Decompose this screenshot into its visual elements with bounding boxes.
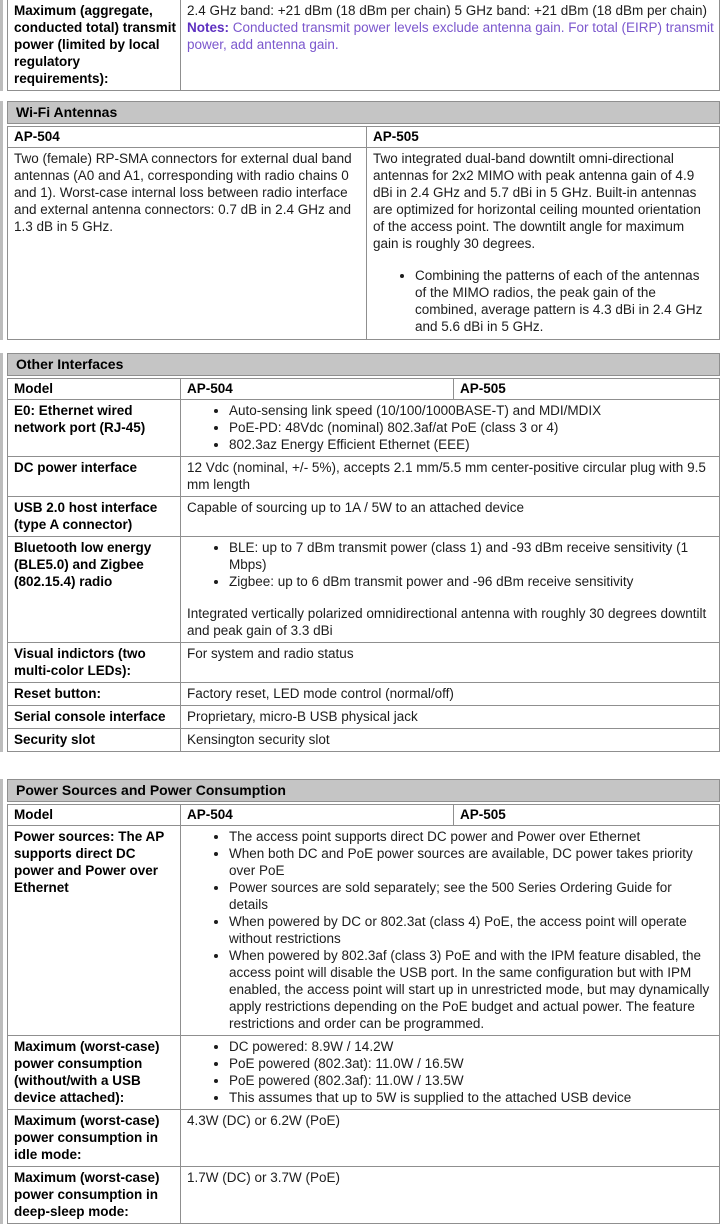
- row-value: [181, 497, 719, 536]
- wifi-antennas-section: [7, 101, 720, 340]
- transmit-power-table: [7, 0, 720, 91]
- row-label: Visual indictors (two multi-color LEDs):: [8, 643, 181, 682]
- table-row-ethernet: [8, 399, 719, 456]
- row-label: Maximum (aggregate, conducted total) transmit power (limited by local regulatory requirements):: [8, 0, 181, 90]
- row-text: For system and radio status: [187, 646, 354, 661]
- table-row-reset-button: [8, 682, 719, 705]
- row-label: Power sources: The AP supports direct DC power and Power over Ethernet: [8, 826, 181, 1035]
- col-header-ap505: AP-505: [373, 129, 419, 144]
- bullet-item: • Power sources are sold separately; see the 500 Series Ordering Guide for details: [229, 879, 714, 913]
- section-title: Other Interfaces: [7, 353, 720, 376]
- section-title: Wi-Fi Antennas: [7, 101, 720, 124]
- bullet-item: • PoE powered (802.3af): 11.0W / 13.5W: [229, 1072, 714, 1089]
- antennas-content-row: [8, 148, 719, 339]
- bullet-item: • The access point supports direct DC power and Power over Ethernet: [229, 828, 714, 845]
- bullet-item: • Zigbee: up to 6 dBm transmit power and -96 dBm receive sensitivity: [229, 573, 714, 590]
- section-title: Power Sources and Power Consumption: [7, 779, 720, 802]
- power-section: [7, 779, 720, 1224]
- table-row-idle-power: [8, 1109, 719, 1166]
- table-row: [8, 0, 719, 90]
- row-value: [181, 400, 719, 456]
- bullet-item: • DC powered: 8.9W / 14.2W: [229, 1038, 714, 1055]
- row-value: [181, 683, 719, 705]
- row-text: 4.3W (DC) or 6.2W (PoE): [187, 1113, 341, 1128]
- bullet-item: • This assumes that up to 5W is supplied to the attached USB device: [229, 1089, 714, 1106]
- table-row-dc-power: [8, 456, 719, 496]
- row-value: [181, 643, 719, 682]
- bullet-item: • Combining the patterns of each of the antennas of the MIMO radios, the peak gain of the combined, average pattern is 4.3 dBi in 2.4 GHz and 5.6 dBi in 5 GHz.: [415, 267, 713, 335]
- model-header-row: [8, 379, 719, 399]
- col-header-ap504: AP-504: [181, 805, 454, 825]
- table-row-serial-console: [8, 705, 719, 728]
- col-header-ap504: AP-504: [8, 127, 367, 147]
- ap504-antenna-text: Two (female) RP-SMA connectors for external dual band antennas (A0 and A1, corresponding with radio chains 0 and 1). Worst-case internal loss between radio interface and external antenna connectors: 0.7 dB in 2.4 GHz and 1.3 dB in 5 GHz.: [14, 151, 352, 234]
- other-interfaces-grid: [7, 378, 720, 752]
- row-value: [181, 1036, 719, 1109]
- bullet-item: • PoE-PD: 48Vdc (nominal) 802.3af/at PoE (class 3 or 4): [229, 419, 714, 436]
- other-interfaces-section: [7, 353, 720, 752]
- row-value: [181, 1167, 719, 1223]
- bullet-item: • When both DC and PoE power sources are available, DC power takes priority over PoE: [229, 845, 714, 879]
- bullet-list: [187, 828, 714, 1032]
- row-label: Security slot: [8, 729, 181, 751]
- notes-label: Notes:: [187, 20, 230, 35]
- model-header-row: [8, 805, 719, 825]
- wifi-antennas-grid: [7, 126, 720, 340]
- table-row-power-sources: [8, 825, 719, 1035]
- row-label: Bluetooth low energy (BLE5.0) and Zigbee (802.15.4) radio: [8, 537, 181, 642]
- transmit-power-value: 2.4 GHz band: +21 dBm (18 dBm per chain) 5 GHz band: +21 dBm (18 dBm per chain): [187, 3, 708, 18]
- row-text: Factory reset, LED mode control (normal/off): [187, 686, 454, 701]
- row-text: Kensington security slot: [187, 732, 330, 747]
- table-row-bluetooth-zigbee: [8, 536, 719, 642]
- row-value: [181, 826, 719, 1035]
- row-value: [181, 0, 719, 90]
- row-value: [181, 457, 719, 496]
- row-label: E0: Ethernet wired network port (RJ-45): [8, 400, 181, 456]
- row-label: Reset button:: [8, 683, 181, 705]
- row-label: Maximum (worst-case) power consumption (without/with a USB device attached):: [8, 1036, 181, 1109]
- table-row-visual-indicators: [8, 642, 719, 682]
- row-label: Serial console interface: [8, 706, 181, 728]
- row-label: Maximum (worst-case) power consumption in idle mode:: [8, 1110, 181, 1166]
- power-grid: [7, 804, 720, 1224]
- bullet-item: • 802.3az Energy Efficient Ethernet (EEE): [229, 436, 714, 453]
- table-row-deep-sleep-power: [8, 1166, 719, 1223]
- row-value: [181, 537, 719, 642]
- bullet-list: [187, 402, 714, 453]
- bullet-item: • Auto-sensing link speed (10/100/1000BASE-T) and MDI/MDIX: [229, 402, 714, 419]
- row-value: [181, 706, 719, 728]
- row-label: DC power interface: [8, 457, 181, 496]
- ap505-antenna-cell: [367, 148, 719, 339]
- col-header-model: Model: [8, 379, 181, 399]
- table-row-security-slot: [8, 728, 719, 751]
- row-text: Capable of sourcing up to 1A / 5W to an attached device: [187, 500, 524, 515]
- notes-line: [187, 19, 714, 53]
- row-text: 1.7W (DC) or 3.7W (PoE): [187, 1170, 341, 1185]
- model-header-row: [8, 127, 719, 148]
- bullet-list: [187, 539, 714, 590]
- table-row-usb: [8, 496, 719, 536]
- col-header-ap505: AP-505: [460, 807, 506, 822]
- col-header-ap505: AP-505: [460, 381, 506, 396]
- row-text: Proprietary, micro-B USB physical jack: [187, 709, 418, 724]
- bullet-list: [187, 1038, 714, 1106]
- ap504-antenna-cell: [8, 148, 367, 339]
- bullet-item: • When powered by DC or 802.3at (class 4) PoE, the access point will operate without restrictions: [229, 913, 714, 947]
- bullet-item: • When powered by 802.3af (class 3) PoE and with the IPM feature disabled, the access point will disable the USB port. In the same configuration but with IPM enabled, the access point will start up in unrestricted mode, but may dynamically apply restrictions depending on the PoE budget and actual power. The feature restrictions and order can be programmed.: [229, 947, 714, 1032]
- ap505-antenna-bullets: [373, 267, 713, 335]
- row-text: 12 Vdc (nominal, +/- 5%), accepts 2.1 mm/5.5 mm center-positive circular plug with 9.5 mm length: [187, 460, 706, 492]
- transmit-power-grid: [7, 0, 720, 91]
- col-header-model: Model: [8, 805, 181, 825]
- row-value: [181, 729, 719, 751]
- row-value: [181, 1110, 719, 1166]
- bullet-item: • PoE powered (802.3at): 11.0W / 16.5W: [229, 1055, 714, 1072]
- notes-text: Conducted transmit power levels exclude antenna gain. For total (EIRP) transmit power, add antenna gain.: [187, 20, 714, 52]
- row-label: Maximum (worst-case) power consumption in deep-sleep mode:: [8, 1167, 181, 1223]
- table-row-max-power-usb: [8, 1035, 719, 1109]
- row-label: USB 2.0 host interface (type A connector): [8, 497, 181, 536]
- ap505-antenna-text: Two integrated dual-band downtilt omni-directional antennas for 2x2 MIMO with peak antenna gain of 4.9 dBi in 2.4 GHz and 5.7 dBi in 5 GHz. Built-in antennas are optimized for horizontal ceiling mounted orientation of the access point. The downtilt angle for maximum gain is roughly 30 degrees.: [373, 151, 701, 251]
- bullet-item: • BLE: up to 7 dBm transmit power (class 1) and -93 dBm receive sensitivity (1 Mbps): [229, 539, 714, 573]
- col-header-ap504: AP-504: [181, 379, 454, 399]
- row-after-text: Integrated vertically polarized omnidirectional antenna with roughly 30 degrees downtilt and peak gain of 3.3 dBi: [187, 606, 707, 638]
